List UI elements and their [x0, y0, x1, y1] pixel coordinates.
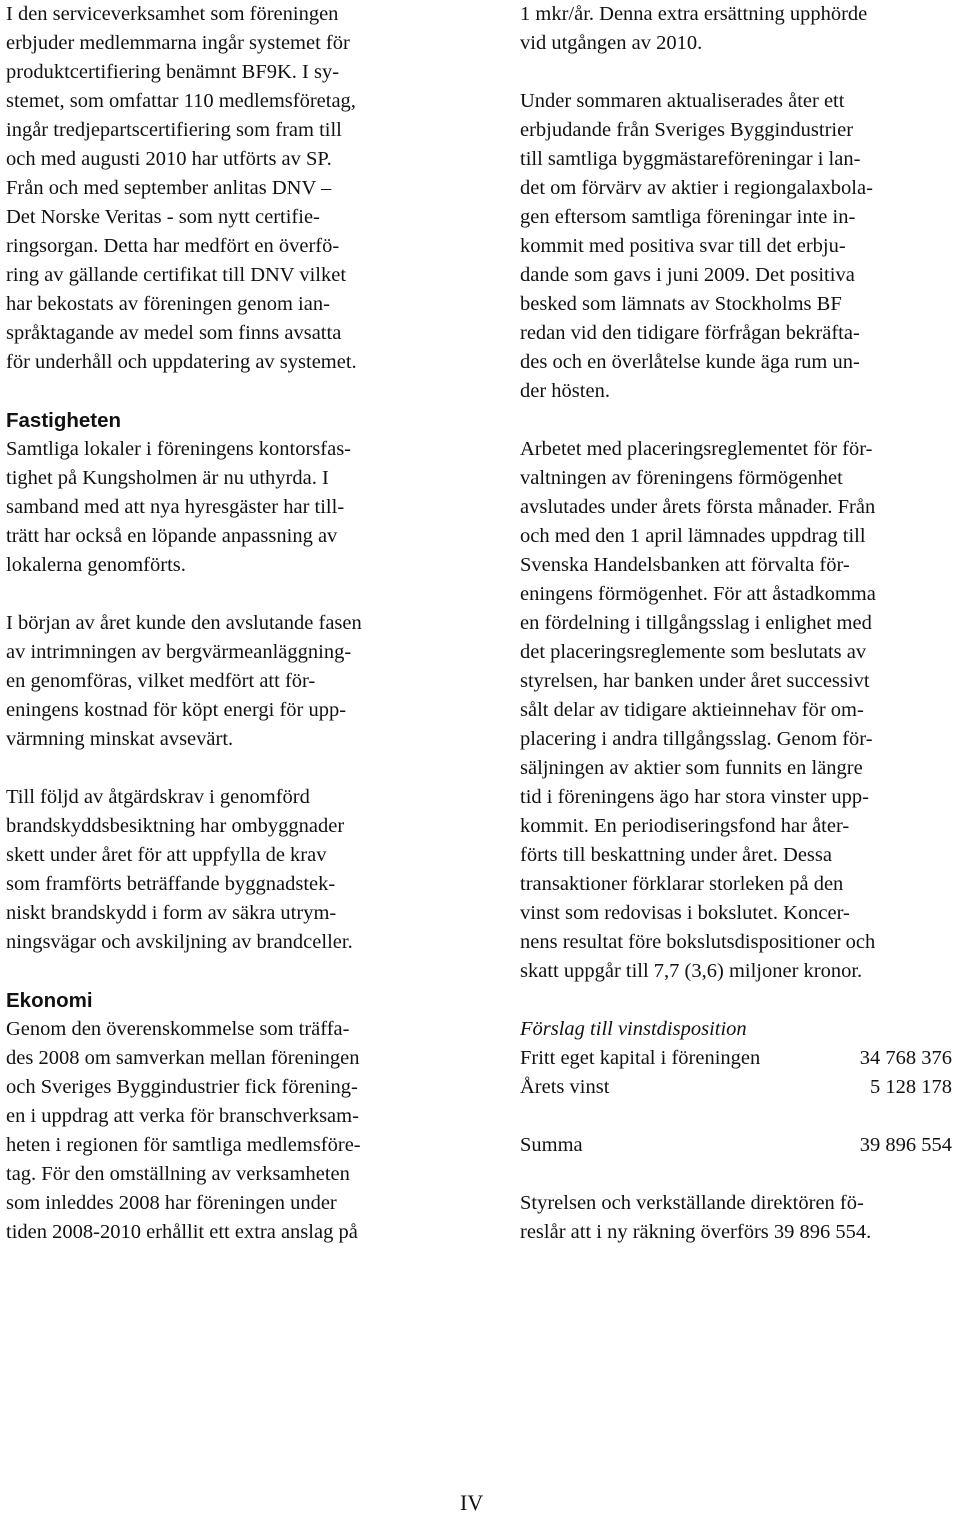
subheading-profit-allocation: Förslag till vinstdisposition [520, 1018, 747, 1040]
text-line: Samtliga lokaler i föreningens kontorsfas- [6, 438, 351, 460]
text-line: ring av gällande certifikat till DNV vilket [6, 264, 347, 286]
text-line: det placeringsreglemente som beslutats av [520, 641, 867, 663]
page-number: IV [460, 1490, 484, 1515]
text-line: brandskyddsbesiktning har ombyggnader [6, 815, 345, 837]
text-line: till samtliga byggmästareföreningar i lan- [520, 148, 861, 170]
text-line: redan vid den tidigare förfrågan bekräfta- [520, 322, 860, 344]
text-line: ningsvägar och avskiljning av brandceller. [6, 931, 353, 953]
text-line: Till följd av åtgärdskrav i genomförd [6, 786, 310, 808]
text-line: der hösten. [520, 380, 610, 402]
table-value: 34 768 376 [859, 1047, 952, 1069]
table-row-equity [520, 1044, 952, 1073]
table-label: Summa [520, 1134, 583, 1156]
text-line: tag. För den omställning av verksamheten [6, 1163, 350, 1185]
text-line: placering i andra tillgångsslag. Genom för- [520, 728, 873, 750]
text-line: skatt uppgår till 7,7 (3,6) miljoner kronor. [520, 960, 863, 982]
heading-fastigheten: Fastigheten [6, 409, 122, 432]
text-line: erbjuder medlemmarna ingår systemet för [6, 32, 350, 54]
text-line: säljningen av aktier som funnits en längre [520, 757, 863, 779]
text-line: för underhåll och uppdatering av systemet. [6, 351, 357, 373]
text-line: styrelsen, har banken under året successivt [520, 670, 870, 692]
text-line: 1 mkr/år. Denna extra ersättning upphörde [520, 3, 868, 25]
paragraph-certification [6, 0, 454, 377]
text-line: vid utgången av 2010. [520, 32, 703, 54]
text-line: som framförts beträffande byggnadstek- [6, 873, 336, 895]
text-line: trätt har också en löpande anpassning av [6, 525, 338, 547]
text-line: språktagande av medel som finns avsatta [6, 322, 342, 344]
text-line: des och en överlåtelse kunde äga rum un- [520, 351, 860, 373]
text-line: Det Norske Veritas - som nytt certifie- [6, 206, 320, 228]
paragraph-board-proposal [520, 1189, 960, 1247]
text-line: eningens förmögenhet. För att åstadkomma [520, 583, 876, 605]
text-line: kommit med positiva svar till det erbju- [520, 235, 846, 257]
text-line: I början av året kunde den avslutande fasen [6, 612, 362, 634]
text-line: som inleddes 2008 har föreningen under [6, 1192, 337, 1214]
table-row-sum [520, 1131, 952, 1160]
text-line: I den serviceverksamhet som föreningen [6, 3, 339, 25]
paragraph-economy [6, 1015, 454, 1247]
text-line: samband med att nya hyresgäster har till- [6, 496, 345, 518]
text-line: och med augusti 2010 har utförts av SP. [6, 148, 332, 170]
text-line: det om förvärv av aktier i regiongalaxbola- [520, 177, 873, 199]
table-value: 39 896 554 [859, 1134, 952, 1156]
paragraph-geothermal [6, 609, 454, 754]
text-line: nens resultat före bokslutsdispositioner och [520, 931, 876, 953]
text-line: tighet på Kungsholmen är nu uthyrda. I [6, 467, 329, 489]
text-line: Arbetet med placeringsreglementet för för- [520, 438, 873, 460]
text-line: sålt delar av tidigare aktieinnehav för om- [520, 699, 864, 721]
text-line: kommit. En periodiseringsfond har åter- [520, 815, 850, 837]
text-line: erbjudande från Sveriges Byggindustrier [520, 119, 854, 141]
table-value: 5 128 178 [870, 1076, 952, 1098]
table-label: Årets vinst [520, 1076, 610, 1098]
text-line: Svenska Handelsbanken att förvalta för- [520, 554, 850, 576]
paragraph-economy-continued [520, 0, 960, 58]
text-line: av intrimningen av bergvärmeanläggning- [6, 641, 352, 663]
text-line: har bekostats av föreningen genom ian- [6, 293, 330, 315]
text-line: eningens kostnad för köpt energi för upp- [6, 699, 347, 721]
text-line: tid i föreningens ägo har stora vinster upp- [520, 786, 869, 808]
paragraph-asset-management [520, 435, 960, 986]
text-line: des 2008 om samverkan mellan föreningen [6, 1047, 360, 1069]
text-line: en genomföras, vilket medfört att för- [6, 670, 316, 692]
text-line: heten i regionen för samtliga medlemsföre- [6, 1134, 361, 1156]
left-column [6, 0, 454, 1247]
text-line: transaktioner förklarar storleken på den [520, 873, 844, 895]
text-line: besked som lämnats av Stockholms BF [520, 293, 842, 315]
text-line: reslår att i ny räkning överförs 39 896 554. [520, 1221, 872, 1243]
text-line: ingår tredjepartscertifiering som fram till [6, 119, 342, 141]
text-line: en i uppdrag att verka för branschverksam- [6, 1105, 359, 1127]
text-line: produktcertifiering benämnt BF9K. I sy- [6, 61, 340, 83]
text-line: tiden 2008-2010 erhållit ett extra anslag på [6, 1221, 358, 1243]
right-column [520, 0, 960, 1247]
table-label: Fritt eget kapital i föreningen [520, 1047, 761, 1069]
text-line: Från och med september anlitas DNV – [6, 177, 332, 199]
paragraph-premises [6, 435, 454, 580]
text-line: vinst som redovisas i bokslutet. Koncer- [520, 902, 850, 924]
text-line: Styrelsen och verkställande direktören fö- [520, 1192, 864, 1214]
text-line: värmning minskat avsevärt. [6, 728, 234, 750]
text-line: lokalerna genomförts. [6, 554, 186, 576]
text-line: och Sveriges Byggindustrier fick förening- [6, 1076, 358, 1098]
text-line: skett under året för att uppfylla de krav [6, 844, 327, 866]
text-line: Under sommaren aktualiserades åter ett [520, 90, 845, 112]
text-line: en fördelning i tillgångsslag i enlighet med [520, 612, 872, 634]
text-line: förts till beskattning under året. Dessa [520, 844, 832, 866]
text-line: niskt brandskydd i form av säkra utrym- [6, 902, 337, 924]
text-line: ringsorgan. Detta har medfört en överfö- [6, 235, 340, 257]
heading-ekonomi: Ekonomi [6, 989, 93, 1012]
text-line: valtningen av föreningens förmögenhet [520, 467, 843, 489]
text-line: avslutades under årets första månader. Från [520, 496, 876, 518]
text-line: gen eftersom samtliga föreningar inte in- [520, 206, 856, 228]
text-line: Genom den överenskommelse som träffa- [6, 1018, 350, 1040]
text-line: och med den 1 april lämnades uppdrag till [520, 525, 866, 547]
text-line: dande som gavs i juni 2009. Det positiva [520, 264, 855, 286]
table-row-profit [520, 1073, 952, 1102]
paragraph-fire-safety [6, 783, 454, 957]
text-line: stemet, som omfattar 110 medlemsföretag, [6, 90, 356, 112]
paragraph-shares-offer [520, 87, 960, 406]
